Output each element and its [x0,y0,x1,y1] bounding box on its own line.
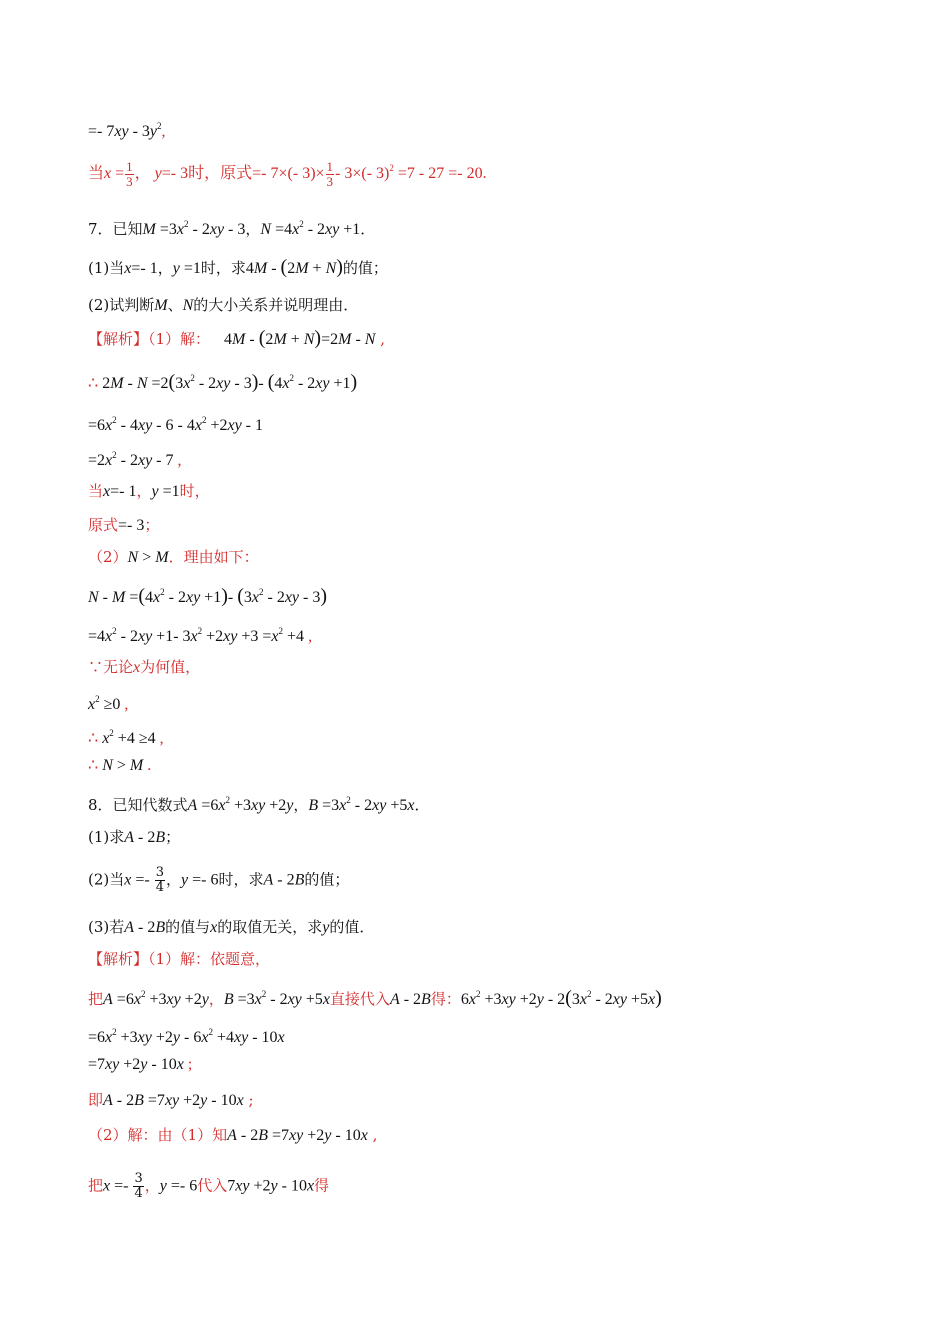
math-line: ∴ $2M - N =2(3x^2 - 2xy - 3)-$ $(4x^2 - 2xy +1)$ [88,371,358,393]
math-line: $=4x^2 - 2xy +1-$ $3x^2 +2xy +3 =x^2 +4$ , [88,626,313,645]
fraction: $\frac{1}{3}$ [326,158,334,189]
fraction: $\frac{1}{3}$ [126,158,133,189]
solution-line: 把$A =6x^2 +3xy +2y$，$B =3x^2 - 2xy +5x$直接代入A - 2B得：$6x^2 +3xy +2y - 2(3x^2 - 2xy +5x)$ [88,987,662,1009]
solution-line: ∵无论x为何值， [88,658,201,676]
math-line: ∴ N > M . [88,757,152,774]
fraction: $\frac{3}{4}$ [134,1171,143,1201]
math-line: =7xy +2y - 10x ; [88,1056,193,1073]
math-line: $N - M =(4x^2 - 2xy +1)-$ $(3x^2 - 2xy - 3)$ [88,585,328,607]
solution-line: （2）解：由（1）知A - 2B =7xy +2y - 10x , [88,1126,378,1144]
math-line: $=2x^2 - 2xy - 7$ , [88,450,182,469]
question-part: (3)若A - 2B的值与x的取值无关，求y的值． [88,918,375,936]
solution-line: 即A - 2B =7xy +2y - 10x ; [88,1091,254,1109]
problem-statement: 7．已知$M =3x^2 - 2xy - 3$，$N =4x^2 - 2xy +1$． [88,219,376,238]
solution-line: （2）N > M．理由如下： [88,548,259,566]
math-line: 当x = $\frac{1}{3}$ ， y=- 3时，原式=- 7×(- 3)× $\frac{1}{3}$ - 3×(- 3)$^2$ =7 - 27 =- 20. [88,158,487,189]
question-part: (1)当x=- 1，y =1时，求4M - (2M + N)的值； [88,256,388,278]
solution-line: 原式=- 3； [88,516,160,534]
question-part: (2)试判断M、N的大小关系并说明理由． [88,296,359,314]
solution-line: 【解析】（1）解： 4M - (2M + N)=2M - N , [88,327,385,349]
solution-line: 把x =- $\frac{3}{4}$ ，y =- 6代入7xy +2y - 10x得 [88,1171,330,1201]
math-line: $=6x^2 - 4xy - 6 - 4x^2 +2xy - 1$ [88,415,263,434]
fraction: $\frac{3}{4}$ [155,865,164,895]
math-line: $=6x^2 +3xy +2y - 6x^2 +4xy - 10x$ [88,1027,285,1046]
question-part: (2)当x =- $\frac{3}{4}$ ，y =- 6时，求A - 2B的值； [88,865,350,895]
solution-line: 当x=- 1，y =1时， [88,482,210,500]
math-line: =- $7xy - 3y^2$, [88,121,166,140]
question-part: (1)求A - 2B； [88,828,181,846]
math-line: ∴ $x^2 +4 \ge 4$ , [88,728,164,747]
problem-statement: 8．已知代数式$A =6x^2 +3xy +2y$，$B =3x^2 - 2xy +5x$． [88,795,430,814]
solution-line: 【解析】（1）解：依题意， [88,950,271,968]
math-line: $x^2 \ge 0$ , [88,694,129,713]
